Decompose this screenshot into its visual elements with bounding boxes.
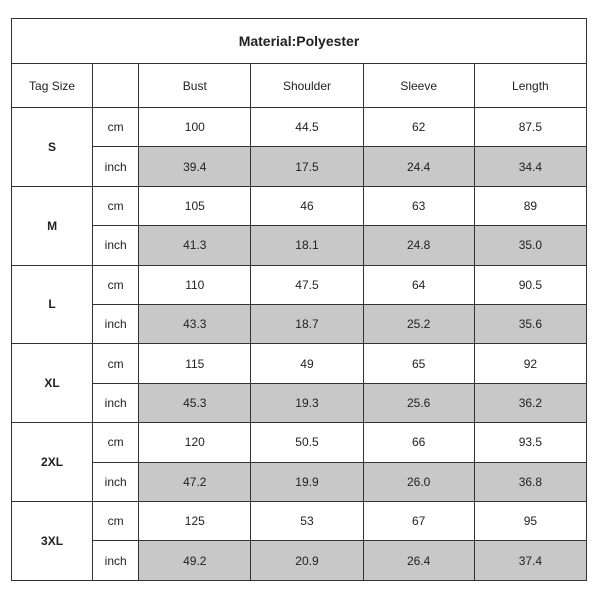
- size-row-inch: [12, 304, 587, 343]
- bust-cm-value: 105: [139, 186, 251, 225]
- shoulder-cm-value: 50.5: [251, 423, 363, 462]
- sleeve-cm-value: 63: [363, 186, 474, 225]
- bust-inch-value: 41.3: [139, 226, 251, 265]
- bust-inch-value: 47.2: [139, 462, 251, 501]
- size-row-inch: [12, 462, 587, 501]
- size-row-cm: [12, 502, 587, 541]
- sleeve-cm-value: 65: [363, 344, 474, 383]
- length-cm-value: 87.5: [474, 107, 586, 146]
- unit-label-inch: inch: [93, 383, 139, 422]
- size-row-cm: [12, 423, 587, 462]
- sleeve-cm-value: 64: [363, 265, 474, 304]
- unit-label-cm: cm: [93, 107, 139, 146]
- bust-inch-value: 43.3: [139, 304, 251, 343]
- header-unit: [93, 64, 139, 107]
- size-row-inch: [12, 147, 587, 186]
- size-chart-table: [11, 18, 587, 581]
- sleeve-inch-value: 24.4: [363, 147, 474, 186]
- sleeve-inch-value: 25.6: [363, 383, 474, 422]
- bust-inch-value: 45.3: [139, 383, 251, 422]
- tag-size-cell: XL: [12, 344, 93, 423]
- bust-cm-value: 110: [139, 265, 251, 304]
- unit-label-cm: cm: [93, 502, 139, 541]
- bust-cm-value: 120: [139, 423, 251, 462]
- sleeve-cm-value: 66: [363, 423, 474, 462]
- unit-label-cm: cm: [93, 265, 139, 304]
- header-row: [12, 64, 587, 107]
- bust-inch-value: 39.4: [139, 147, 251, 186]
- tag-size-cell: S: [12, 107, 93, 186]
- shoulder-cm-value: 47.5: [251, 265, 363, 304]
- shoulder-inch-value: 19.9: [251, 462, 363, 501]
- unit-label-inch: inch: [93, 541, 139, 581]
- length-cm-value: 90.5: [474, 265, 586, 304]
- header-tag-size: Tag Size: [12, 64, 93, 107]
- header-bust: Bust: [139, 64, 251, 107]
- tag-size-cell: L: [12, 265, 93, 344]
- size-row-cm: [12, 265, 587, 304]
- unit-label-inch: inch: [93, 226, 139, 265]
- sleeve-inch-value: 25.2: [363, 304, 474, 343]
- length-inch-value: 36.8: [474, 462, 586, 501]
- tag-size-cell: 3XL: [12, 502, 93, 581]
- sleeve-cm-value: 62: [363, 107, 474, 146]
- sleeve-inch-value: 26.0: [363, 462, 474, 501]
- length-inch-value: 36.2: [474, 383, 586, 422]
- length-cm-value: 95: [474, 502, 586, 541]
- unit-label-inch: inch: [93, 147, 139, 186]
- size-row-cm: [12, 344, 587, 383]
- length-inch-value: 37.4: [474, 541, 586, 581]
- sleeve-inch-value: 24.8: [363, 226, 474, 265]
- shoulder-inch-value: 18.7: [251, 304, 363, 343]
- header-sleeve: Sleeve: [363, 64, 474, 107]
- bust-cm-value: 125: [139, 502, 251, 541]
- size-row-cm: [12, 107, 587, 146]
- unit-label-cm: cm: [93, 344, 139, 383]
- length-inch-value: 35.6: [474, 304, 586, 343]
- length-inch-value: 34.4: [474, 147, 586, 186]
- header-length: Length: [474, 64, 586, 107]
- shoulder-inch-value: 17.5: [251, 147, 363, 186]
- unit-label-cm: cm: [93, 423, 139, 462]
- length-cm-value: 92: [474, 344, 586, 383]
- length-inch-value: 35.0: [474, 226, 586, 265]
- unit-label-cm: cm: [93, 186, 139, 225]
- shoulder-cm-value: 49: [251, 344, 363, 383]
- bust-inch-value: 49.2: [139, 541, 251, 581]
- shoulder-cm-value: 53: [251, 502, 363, 541]
- sleeve-cm-value: 67: [363, 502, 474, 541]
- sleeve-inch-value: 26.4: [363, 541, 474, 581]
- unit-label-inch: inch: [93, 304, 139, 343]
- shoulder-cm-value: 44.5: [251, 107, 363, 146]
- length-cm-value: 93.5: [474, 423, 586, 462]
- unit-label-inch: inch: [93, 462, 139, 501]
- header-shoulder: Shoulder: [251, 64, 363, 107]
- shoulder-inch-value: 19.3: [251, 383, 363, 422]
- shoulder-inch-value: 18.1: [251, 226, 363, 265]
- size-row-inch: [12, 226, 587, 265]
- bust-cm-value: 100: [139, 107, 251, 146]
- size-row-cm: [12, 186, 587, 225]
- shoulder-inch-value: 20.9: [251, 541, 363, 581]
- length-cm-value: 89: [474, 186, 586, 225]
- table-title: Material:Polyester: [12, 19, 587, 64]
- shoulder-cm-value: 46: [251, 186, 363, 225]
- size-row-inch: [12, 383, 587, 422]
- bust-cm-value: 115: [139, 344, 251, 383]
- tag-size-cell: 2XL: [12, 423, 93, 502]
- size-row-inch: [12, 541, 587, 581]
- tag-size-cell: M: [12, 186, 93, 265]
